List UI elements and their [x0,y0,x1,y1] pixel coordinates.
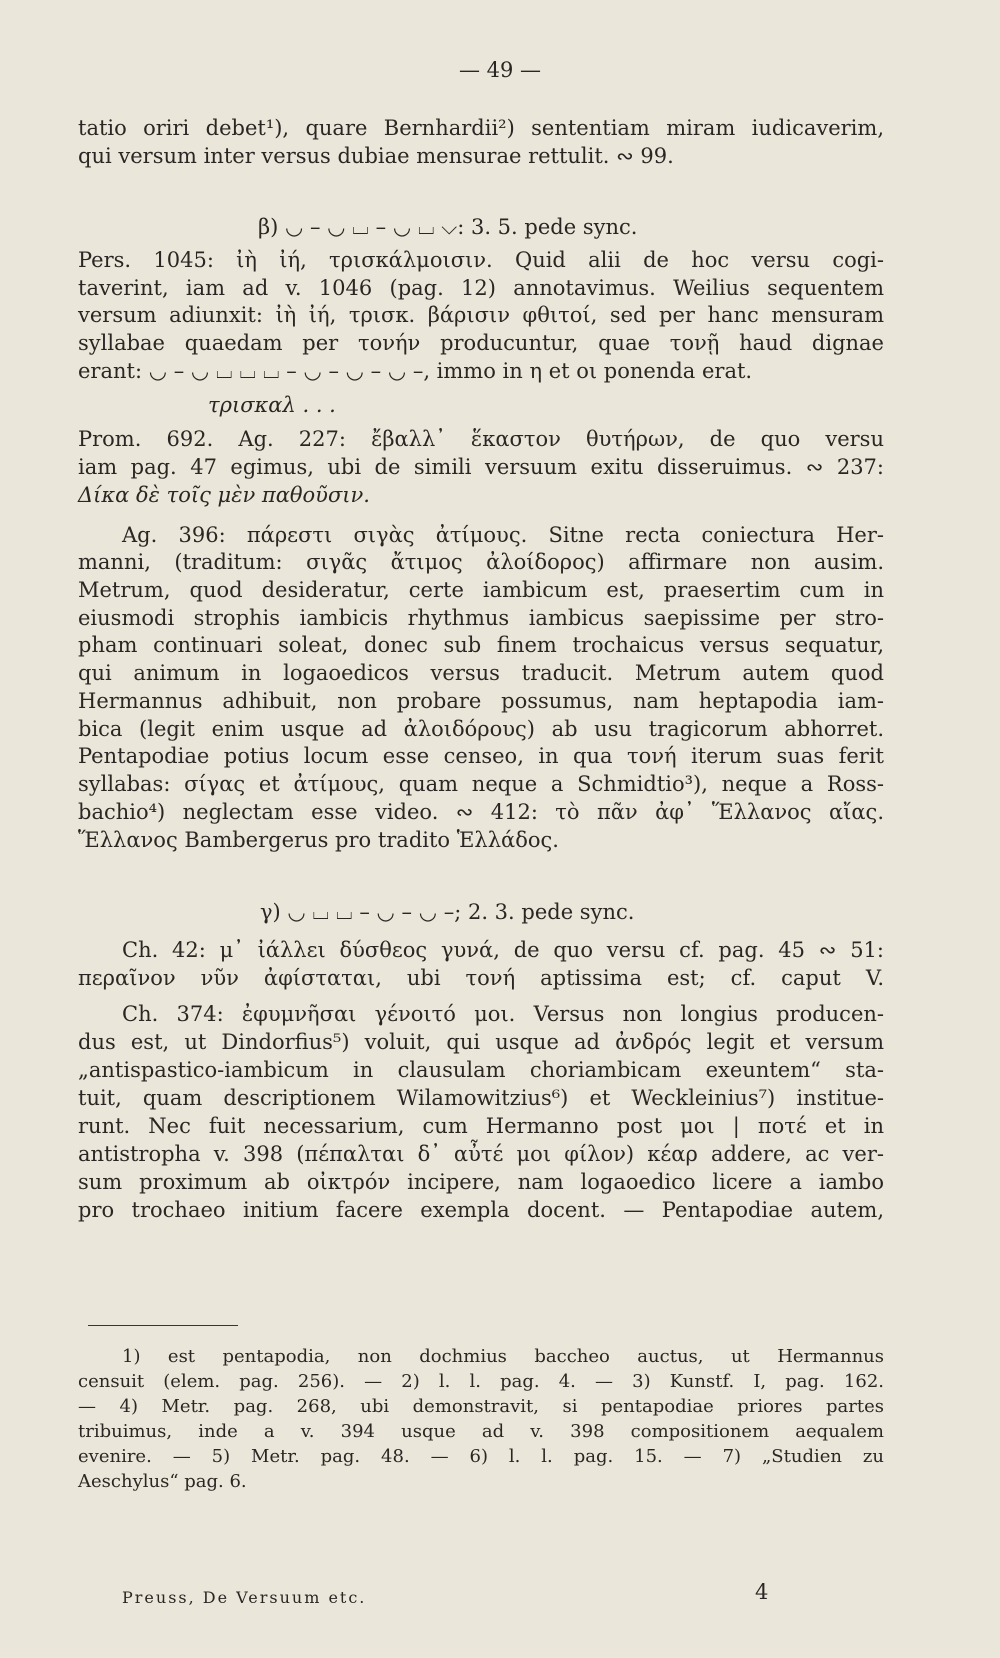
text-line: Metrum, quod desideratur, certe iambicum est, praesertim cum in [78,578,884,602]
text-line: Prom. 692. Ag. 227: ἔβαλλ᾽ ἕκαστον θυτήρων, de quo versu [78,427,884,451]
footnote-rule [88,1325,238,1326]
text-line: sum proximum ab οἰκτρόν incipere, nam logaoedico licere a iambo [78,1170,884,1194]
text-line: Ἕλλανος Bambergerus pro tradito Ἑλλάδος. [78,828,559,852]
footnote-line: tribuimus, inde a v. 394 usque ad v. 398 compositionem aequalem [78,1421,884,1442]
text-line: syllabas: σίγας et ἀτίμους, quam neque a Schmidtio³), neque a Ross- [78,772,884,796]
text-line: antistropha v. 398 (πέπαλται δ᾽ αὖτέ μοι φίλον) κέαρ addere, ac ver- [78,1142,884,1166]
signature-number: 4 [755,1580,769,1604]
metric-scheme: γ) ◡ ⌴ ⌴ – ◡ – ◡ –; 2. 3. pede sync. [260,900,635,924]
text-line: iam pag. 47 egimus, ubi de simili versuum exitu disseruimus. ∾ 237: [78,455,884,479]
footnote-line: evenire. — 5) Metr. pag. 48. — 6) l. l. pag. 15. — 7) „Studien zu [78,1446,884,1467]
text-line: Pers. 1045: ἰὴ ἰή, τρισκάλμοισιν. Quid alii de hoc versu cogi- [78,248,884,272]
text-line: tatio oriri debet¹), quare Bernhardii²) sententiam miram iudicaverim, [78,116,884,140]
text-line: Pentapodiae potius locum esse censeo, in qua τονή iterum suas ferit [78,744,884,768]
footnote-line: 1) est pentapodia, non dochmius baccheo auctus, ut Hermannus [122,1346,884,1367]
greek-note: τρισκαλ . . . [208,393,336,417]
text-line: tuit, quam descriptionem Wilamowitzius⁶) et Weckleinius⁷) institue- [78,1086,884,1110]
text-line: Ch. 374: ἐφυμνῆσαι γένοιτό μοι. Versus non longius producen- [122,1002,884,1026]
text-line: pham continuari soleat, donec sub finem trochaicus versus sequatur, [78,633,884,657]
footnote-line: censuit (elem. pag. 256). — 2) l. l. pag. 4. — 3) Kunstf. I, pag. 162. [78,1371,884,1392]
text-line: qui versum inter versus dubiae mensurae rettulit. ∾ 99. [78,144,674,168]
text-line: „antispastico-iambicum in clausulam choriambicam exeuntem“ sta- [78,1058,884,1082]
text-line: pro trochaeo initium facere exempla docent. — Pentapodiae autem, [78,1198,884,1222]
footnote-line: — 4) Metr. pag. 268, ubi demonstravit, si pentapodiae priores partes [78,1396,884,1417]
text-line: manni, (traditum: σιγᾶς ἄτιμος ἀλοίδορος) affirmare non ausim. [78,550,884,574]
text-line: dus est, ut Dindorfius⁵) voluit, qui usque ad ἀνδρός legit et versum [78,1030,884,1054]
text-line: Δίκα δὲ τοῖς μὲν παθοῦσιν. [78,483,370,507]
text-line: bachio⁴) neglectam esse video. ∾ 412: τὸ πᾶν ἀφ᾽ Ἕλλανος αἴας. [78,800,884,824]
text-line: syllabae quaedam per τονήν producuntur, quae τονῇ haud dignae [78,331,884,355]
text-line: bica (legit enim usque ad ἀλοιδόρους) ab usu tragicorum abhorret. [78,717,884,741]
footnote-line: Aeschylus“ pag. 6. [78,1471,247,1492]
text-line: erant: ◡ – ◡ ⌴ ⌴ ⌴ – ◡ – ◡ – ◡ –, immo in η et οι ponenda erat. [78,359,753,383]
text-line: Ch. 42: μ᾽ ἰάλλει δύσθεος γυνά, de quo versu cf. pag. 45 ∾ 51: [122,938,884,962]
page-number: — 49 — [458,58,542,82]
text-line: Hermannus adhibuit, non probare possumus, nam heptapodia iam- [78,689,884,713]
signature-mark: Preuss, De Versuum etc. [122,1588,367,1607]
text-line: eiusmodi strophis iambicis rhythmus iambicus saepissime per stro- [78,606,884,630]
text-line: qui animum in logaoedicos versus traducit. Metrum autem quod [78,661,884,685]
text-line: Ag. 396: πάρεστι σιγὰς ἀτίμους. Sitne recta coniectura Her- [122,523,884,547]
text-line: versum adiunxit: ἰὴ ἰή, τρισκ. βάρισιν φθιτοί, sed per hanc mensuram [78,303,884,327]
text-line: runt. Nec fuit necessarium, cum Hermanno post μοι | ποτέ et in [78,1114,884,1138]
text-line: taverint, iam ad v. 1046 (pag. 12) annotavimus. Weilius sequentem [78,276,884,300]
text-line: περαῖνον νῦν ἀφίσταται, ubi τονή aptissima est; cf. caput V. [78,966,884,990]
metric-scheme: β) ◡ – ◡ ⌴ – ◡ ⌴ ⌵: 3. 5. pede sync. [258,215,638,239]
